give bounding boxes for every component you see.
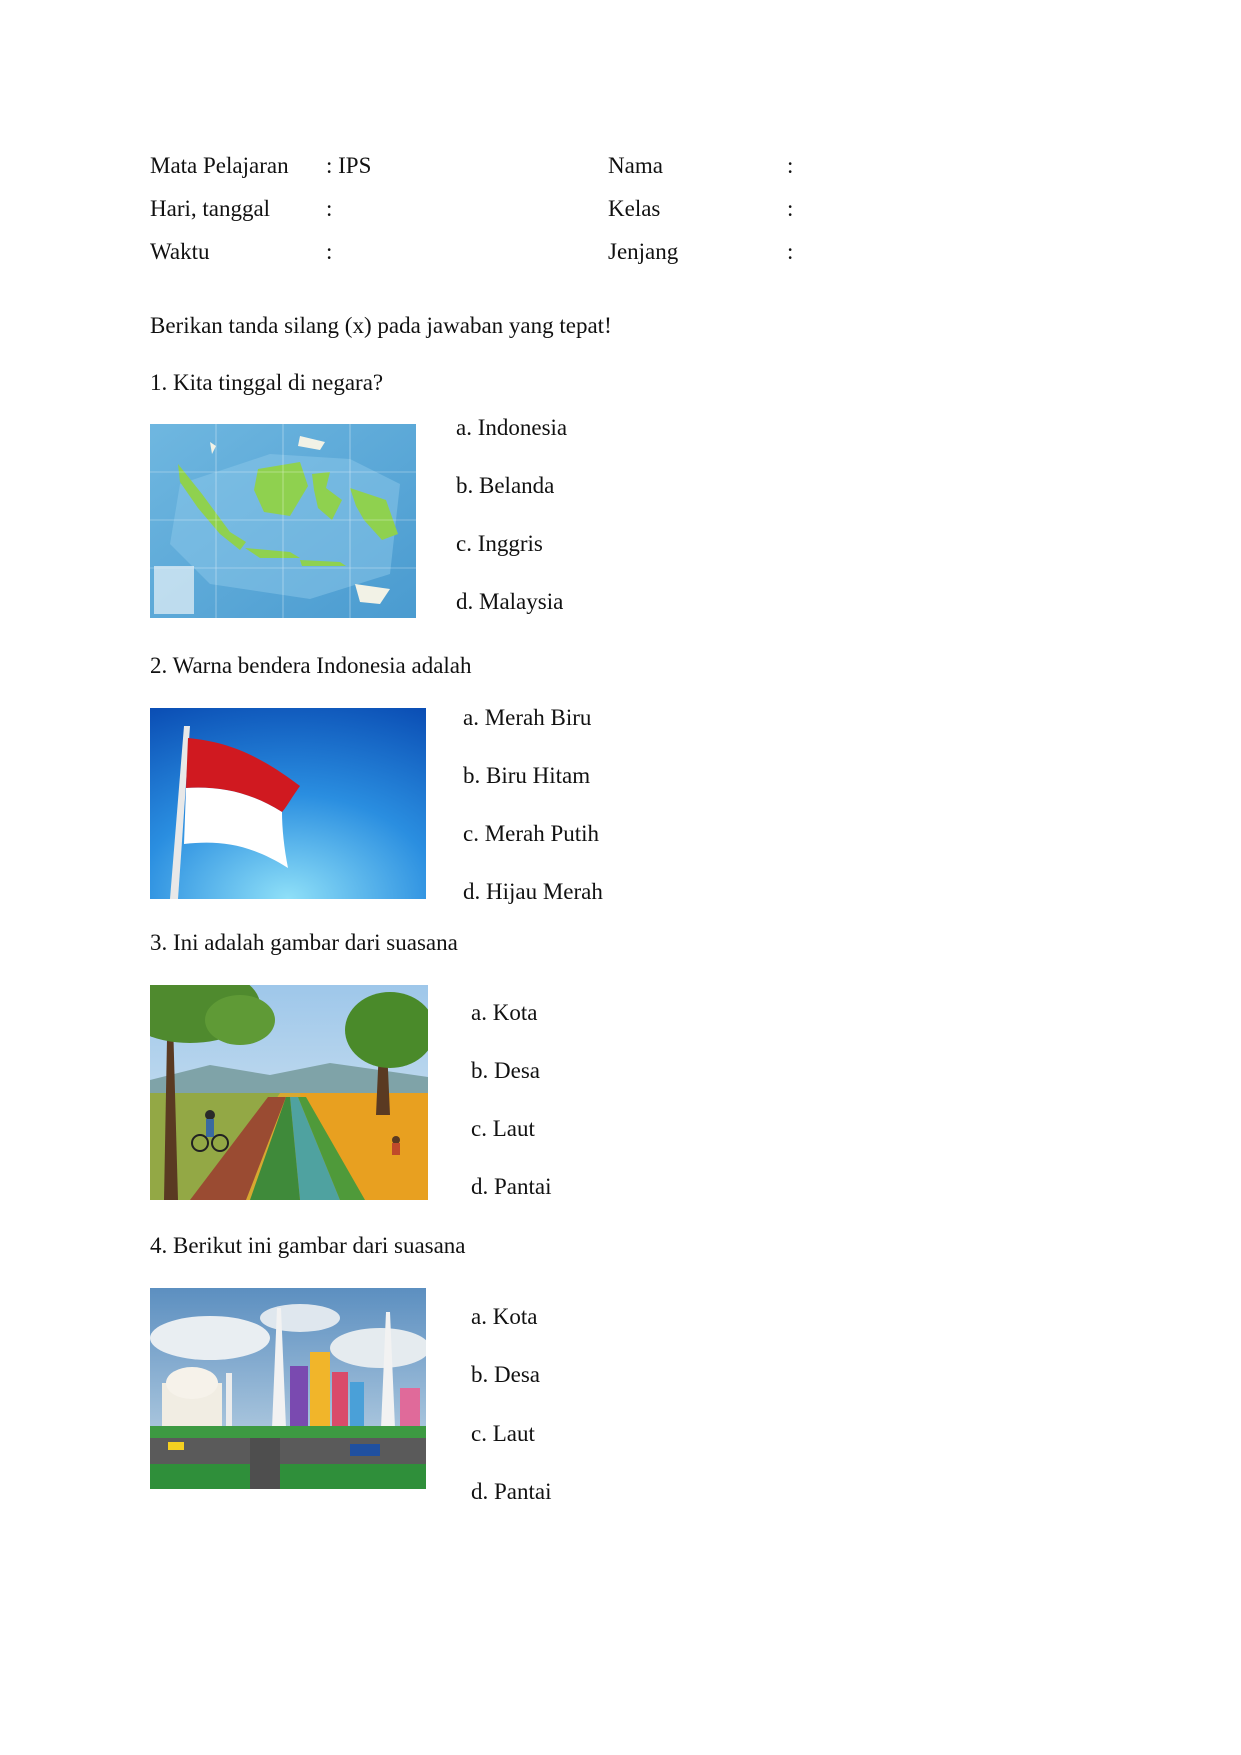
q2-option-d[interactable]: d. Hijau Merah <box>463 879 603 904</box>
q1-option-b[interactable]: b. Belanda <box>456 473 555 498</box>
q2-option-c[interactable]: c. Merah Putih <box>463 821 600 846</box>
class-label: Kelas <box>608 196 661 221</box>
level-value: : <box>787 239 794 264</box>
q2-option-a[interactable]: a. Merah Biru <box>463 705 592 730</box>
q3-option-d[interactable]: d. Pantai <box>471 1174 552 1199</box>
date-label: Hari, tanggal <box>150 196 271 221</box>
name-value: : <box>787 153 794 178</box>
q4-option-a[interactable]: a. Kota <box>471 1304 538 1329</box>
indonesia-map-image <box>150 424 416 618</box>
time-label: Waktu <box>150 239 210 264</box>
q1-option-a[interactable]: a. Indonesia <box>456 415 568 440</box>
question-1-text: 1. Kita tinggal di negara? <box>150 370 384 395</box>
q3-option-c[interactable]: c. Laut <box>471 1116 535 1141</box>
question-2-text: 2. Warna bendera Indonesia adalah <box>150 653 472 678</box>
q4-option-d[interactable]: d. Pantai <box>471 1479 552 1504</box>
village-scene-image <box>150 985 428 1200</box>
level-label: Jenjang <box>608 239 679 264</box>
q1-option-d[interactable]: d. Malaysia <box>456 589 564 614</box>
question-3-text: 3. Ini adalah gambar dari suasana <box>150 930 458 955</box>
q4-option-c[interactable]: c. Laut <box>471 1421 535 1446</box>
time-value: : <box>326 239 333 264</box>
instruction-text: Berikan tanda silang (x) pada jawaban yang tepat! <box>150 313 612 338</box>
q2-option-b[interactable]: b. Biru Hitam <box>463 763 591 788</box>
indonesian-flag-image <box>150 708 426 899</box>
subject-label: Mata Pelajaran <box>150 153 289 178</box>
q3-option-b[interactable]: b. Desa <box>471 1058 540 1083</box>
class-value: : <box>787 196 794 221</box>
date-value: : <box>326 196 333 221</box>
q1-option-c[interactable]: c. Inggris <box>456 531 543 556</box>
name-label: Nama <box>608 153 663 178</box>
q3-option-a[interactable]: a. Kota <box>471 1000 538 1025</box>
subject-value: : IPS <box>326 153 372 178</box>
q4-option-b[interactable]: b. Desa <box>471 1362 540 1387</box>
city-scene-image <box>150 1288 426 1489</box>
question-4-text: 4. Berikut ini gambar dari suasana <box>150 1233 466 1258</box>
